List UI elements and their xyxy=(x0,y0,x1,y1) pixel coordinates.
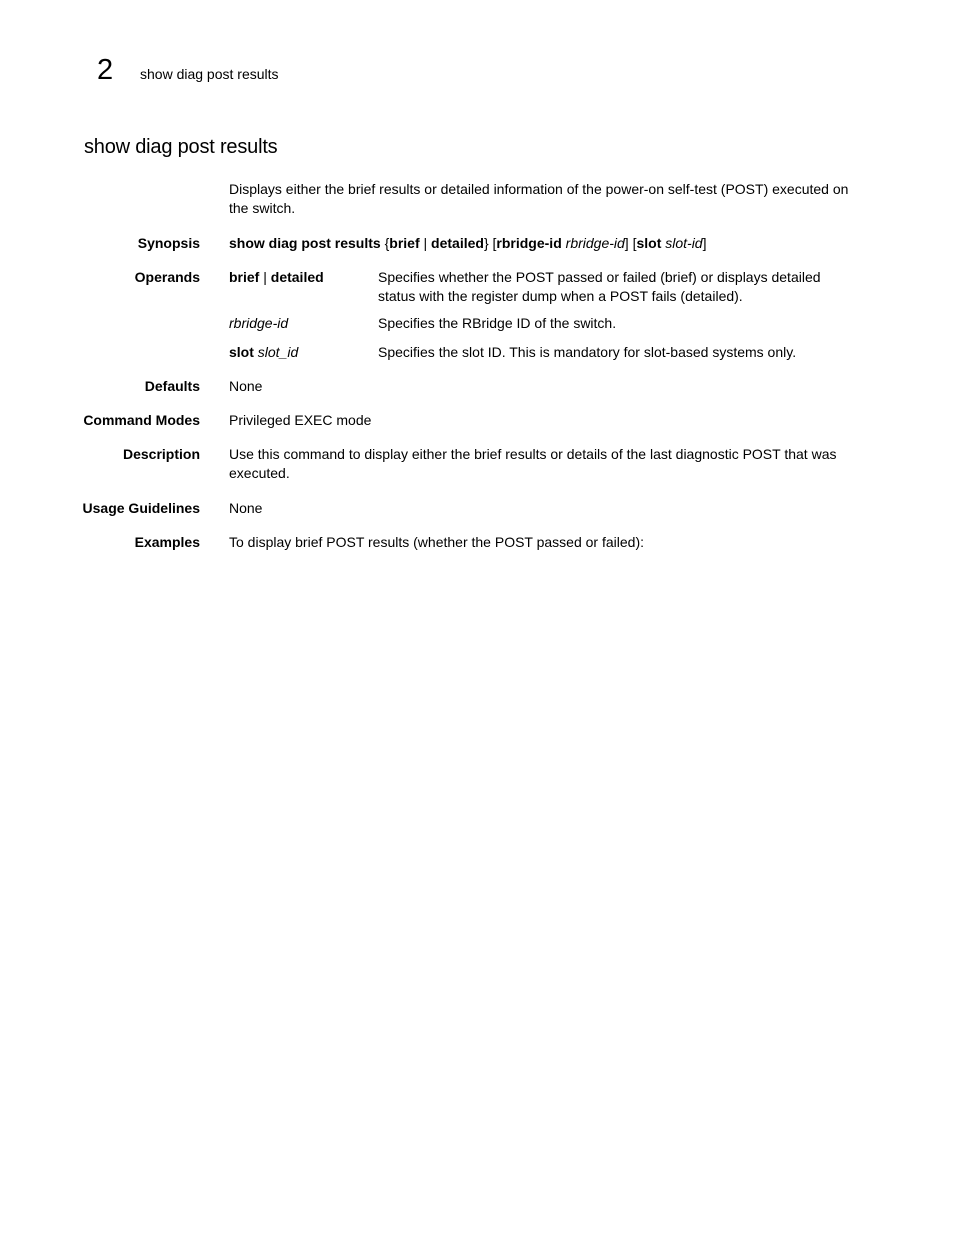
synopsis-bracket-end: ] xyxy=(702,235,707,251)
synopsis-pipe: | xyxy=(419,235,432,251)
operand-description: Specifies the RBridge ID of the switch. xyxy=(378,315,617,331)
operand-term xyxy=(229,343,298,362)
synopsis-detailed: detailed xyxy=(431,235,484,251)
chapter-number: 2 xyxy=(97,54,114,86)
operand-slot-arg: slot_id xyxy=(257,344,299,360)
usage-guidelines-text: None xyxy=(229,500,263,516)
command-modes-text: Privileged EXEC mode xyxy=(229,412,372,428)
usage-guidelines-label: Usage Guidelines xyxy=(82,500,200,516)
synopsis-syntax xyxy=(229,234,871,253)
examples-text: To display brief POST results (whether the POST passed or failed): xyxy=(229,534,645,550)
description-label: Description xyxy=(122,446,200,462)
intro-text: Displays either the brief results or detailed information of the power-on self-test (POST) executed on the switch. xyxy=(229,181,849,216)
operand-brief: brief xyxy=(229,269,260,285)
synopsis-command: show diag post results xyxy=(229,235,381,251)
command-modes-label: Command Modes xyxy=(83,412,200,428)
defaults-label: Defaults xyxy=(144,378,200,394)
description-text: Use this command to display either the brief results or details of the last diagnostic POST that was executed. xyxy=(229,446,837,481)
running-title: show diag post results xyxy=(140,66,279,82)
operand-description: Specifies the slot ID. This is mandatory for slot-based systems only. xyxy=(378,344,797,360)
defaults-text: None xyxy=(229,378,263,394)
synopsis-rbridge-keyword: rbridge-id xyxy=(496,235,562,251)
operand-pipe: | xyxy=(259,269,271,285)
operands-label: Operands xyxy=(134,269,200,285)
synopsis-slot-arg: slot-id xyxy=(665,235,703,251)
synopsis-brief: brief xyxy=(389,235,420,251)
operand-description: Specifies whether the POST passed or failed (brief) or displays detailed status with the register dump when a POST fails (detailed). xyxy=(378,269,821,304)
synopsis-slot-keyword: slot xyxy=(636,235,662,251)
synopsis-label: Synopsis xyxy=(137,235,200,251)
operand-term xyxy=(229,314,288,333)
operand-slot-keyword: slot xyxy=(229,344,254,360)
command-title: show diag post results xyxy=(84,136,278,158)
synopsis-brace-open: { xyxy=(380,235,390,251)
operand-term xyxy=(229,268,324,287)
synopsis-rbridge-arg: rbridge-id xyxy=(565,235,625,251)
synopsis-brace-close: } [ xyxy=(483,235,497,251)
operand-detailed: detailed xyxy=(270,269,324,285)
examples-label: Examples xyxy=(134,534,200,550)
operand-rbridge-id: rbridge-id xyxy=(229,315,289,331)
synopsis-bracket-mid: ] [ xyxy=(624,235,637,251)
